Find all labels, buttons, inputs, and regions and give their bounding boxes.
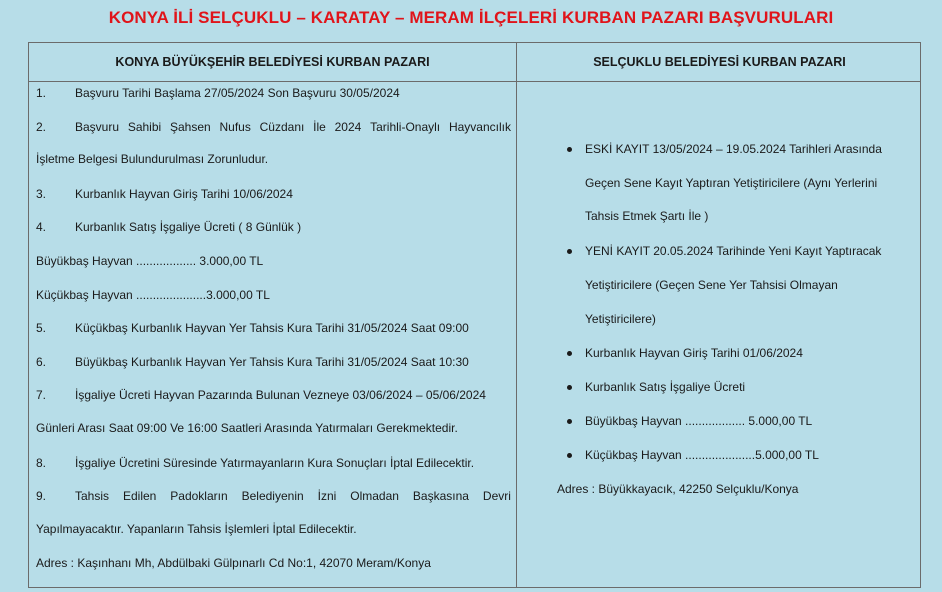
eski-kayit-line-3: Tahsis Etmek Şartı İle ) bbox=[585, 209, 709, 223]
item-number: 7. bbox=[36, 388, 47, 402]
list-item bbox=[36, 320, 469, 336]
info-table bbox=[28, 42, 921, 588]
yeni-kayit-line-3: Yetiştiricilere) bbox=[585, 312, 656, 326]
eski-kayit-line-2: Geçen Sene Kayıt Yaptıran Yetiştiricilere (Aynı Yerlerini bbox=[585, 176, 878, 190]
bullet-icon bbox=[567, 147, 572, 152]
list-item bbox=[36, 219, 302, 235]
yeni-kayit-line-2: Yetiştiricilere (Geçen Sene Yer Tahsisi Olmayan bbox=[585, 278, 838, 292]
item-number: 9. bbox=[36, 489, 47, 503]
item-number: 1. bbox=[36, 86, 47, 100]
item-text: Başvuru Tarihi Başlama 27/05/2024 Son Başvuru 30/05/2024 bbox=[75, 86, 400, 100]
item-number: 2. bbox=[36, 120, 47, 134]
page-title: KONYA İLİ SELÇUKLU – KARATAY – MERAM İLÇELERİ KURBAN PAZARI BAŞVURULARI bbox=[108, 8, 834, 27]
kucukbas-fee: Küçükbaş Hayvan .....................5.000,00 TL bbox=[585, 448, 819, 462]
list-item bbox=[36, 119, 46, 135]
list-item bbox=[36, 387, 486, 403]
left-address: Adres : Kaşınhanı Mh, Abdülbaki Gülpınarlı Cd No:1, 42070 Meram/Konya bbox=[36, 556, 431, 570]
eski-kayit-line-1: ESKİ KAYIT 13/05/2024 – 19.05.2024 Tarihleri Arasında bbox=[585, 142, 882, 156]
list-item bbox=[36, 455, 475, 471]
item-text: Küçükbaş Kurbanlık Hayvan Yer Tahsis Kura Tarihi 31/05/2024 Saat 09:00 bbox=[75, 321, 469, 335]
bullet-icon bbox=[567, 351, 572, 356]
item-text: Kurbanlık Satış İşgaliye Ücreti ( 8 Günlük ) bbox=[75, 220, 302, 234]
header-divider bbox=[29, 81, 920, 82]
item-text: Kurbanlık Hayvan Giriş Tarihi 10/06/2024 bbox=[75, 187, 293, 201]
item-number: 4. bbox=[36, 220, 47, 234]
right-column-header: SELÇUKLU BELEDİYESİ KURBAN PAZARI bbox=[593, 55, 846, 69]
item-number: 3. bbox=[36, 187, 47, 201]
right-address: Adres : Büyükkayacık, 42250 Selçuklu/Konya bbox=[557, 482, 799, 496]
item-text: İşgaliye Ücretini Süresinde Yatırmayanların Kura Sonuçları İptal Edilecektir. bbox=[75, 456, 475, 470]
hayvan-giris-tarihi: Kurbanlık Hayvan Giriş Tarihi 01/06/2024 bbox=[585, 346, 803, 360]
buyukbas-fee: Büyükbaş Hayvan .................. 3.000,00 TL bbox=[36, 254, 264, 268]
list-item bbox=[36, 186, 293, 202]
bullet-icon bbox=[567, 453, 572, 458]
isgaliye-ucreti: Kurbanlık Satış İşgaliye Ücreti bbox=[585, 380, 746, 394]
left-column-header: KONYA BÜYÜKŞEHİR BELEDİYESİ KURBAN PAZARI bbox=[115, 55, 430, 69]
item-number: 8. bbox=[36, 456, 47, 470]
buyukbas-fee: Büyükbaş Hayvan .................. 5.000,00 TL bbox=[585, 414, 813, 428]
item-text: Büyükbaş Kurbanlık Hayvan Yer Tahsis Kura Tarihi 31/05/2024 Saat 10:30 bbox=[75, 355, 469, 369]
item-text-continued: İşletme Belgesi Bulundurulması Zorunludur. bbox=[36, 152, 269, 166]
bullet-icon bbox=[567, 419, 572, 424]
item-text: Başvuru Sahibi Şahsen Nufus Cüzdanı İle 2024 Tarihli-Onaylı Hayvancılık bbox=[75, 120, 511, 134]
list-item bbox=[36, 354, 469, 370]
item-text: Tahsis Edilen Padokların Belediyenin İzni Olmadan Başkasına Devri bbox=[75, 489, 511, 503]
bullet-icon bbox=[567, 385, 572, 390]
item-text-continued: Yapılmayacaktır. Yapanların Tahsis İşlemleri İptal Edilecektir. bbox=[36, 522, 357, 536]
kucukbas-fee: Küçükbaş Hayvan .....................3.000,00 TL bbox=[36, 288, 270, 302]
list-item bbox=[36, 85, 400, 101]
yeni-kayit-line-1: YENİ KAYIT 20.05.2024 Tarihinde Yeni Kayıt Yaptıracak bbox=[585, 244, 882, 258]
item-text-continued: Günleri Arası Saat 09:00 Ve 16:00 Saatleri Arasında Yatırmaları Gerekmektedir. bbox=[36, 421, 458, 435]
bullet-icon bbox=[567, 249, 572, 254]
item-number: 5. bbox=[36, 321, 47, 335]
item-text: İşgaliye Ücreti Hayvan Pazarında Bulunan Vezneye 03/06/2024 – 05/06/2024 bbox=[75, 388, 486, 402]
column-divider bbox=[516, 43, 517, 587]
item-number: 6. bbox=[36, 355, 47, 369]
list-item bbox=[36, 488, 46, 504]
